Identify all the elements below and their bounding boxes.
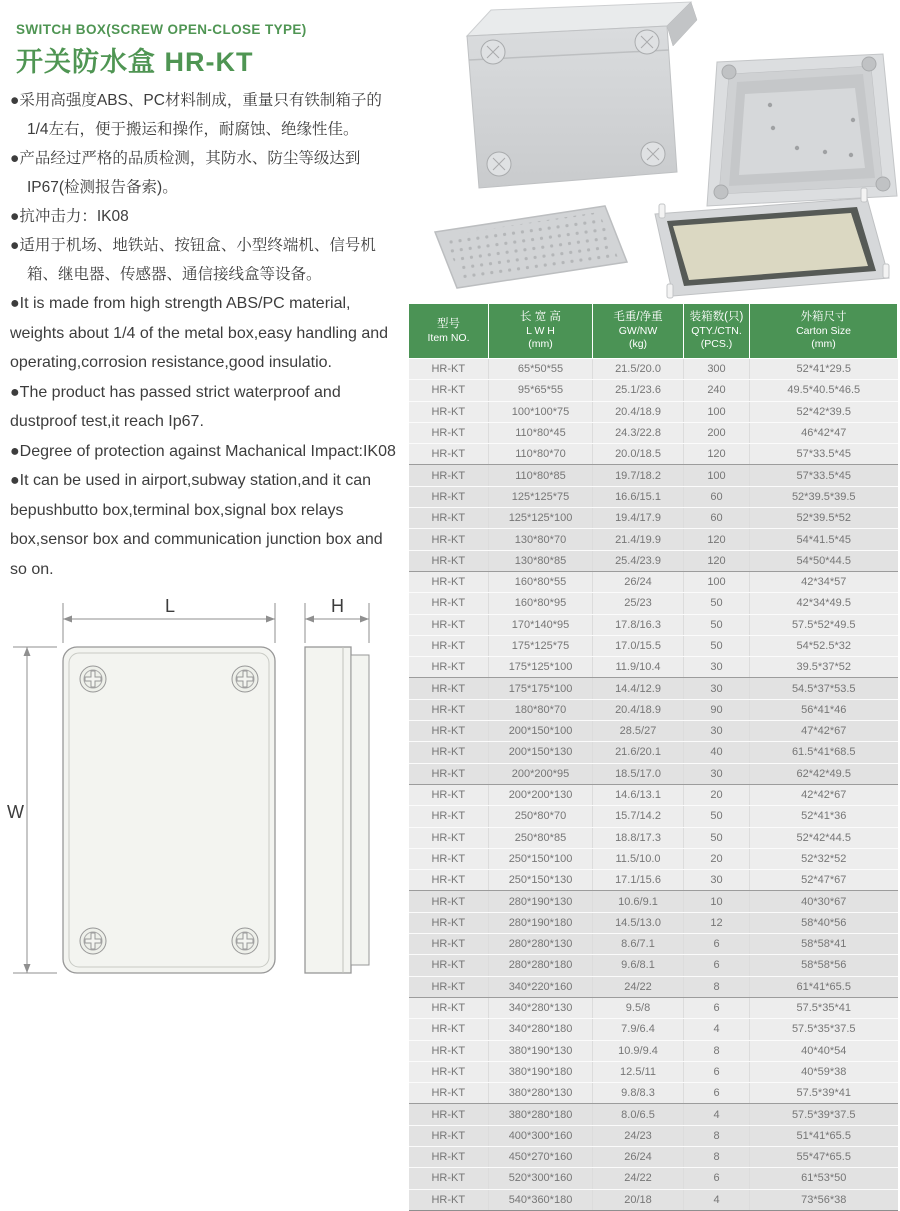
table-row <box>409 359 898 380</box>
table-cell: 60 <box>684 486 750 507</box>
table-cell: 42*42*67 <box>750 784 898 805</box>
table-cell: 25/23 <box>593 593 684 614</box>
table-cell: 19.4/17.9 <box>593 508 684 529</box>
table-cell: 450*270*160 <box>489 1146 593 1167</box>
table-cell: HR-KT <box>409 571 489 592</box>
table-row <box>409 806 898 827</box>
table-cell: 12.5/11 <box>593 1061 684 1082</box>
col-header-zh: 外箱尺寸 <box>800 310 847 323</box>
table-cell: 95*65*55 <box>489 380 593 401</box>
table-cell: 24/22 <box>593 976 684 997</box>
table-cell: HR-KT <box>409 806 489 827</box>
table-cell: HR-KT <box>409 1019 489 1040</box>
table-cell: 100 <box>684 401 750 422</box>
feature-item: ●产品经过严格的品质检测，其防水、防尘等级达到IP67(检测报告备索)。 <box>10 150 361 196</box>
table-cell: 52*41*29.5 <box>750 359 898 380</box>
table-cell: 4 <box>684 1019 750 1040</box>
table-cell: 17.0/15.5 <box>593 635 684 656</box>
feature-item: ●采用高强度ABS、PC材料制成，重量只有铁制箱子的1/4左右，便于搬运和操作，耐腐蚀、绝缘性佳。 <box>10 92 382 138</box>
table-cell: HR-KT <box>409 870 489 891</box>
table-cell: 100*100*75 <box>489 401 593 422</box>
col-header-zh: 装箱数(只) <box>689 310 744 323</box>
table-cell: 250*80*85 <box>489 827 593 848</box>
table-cell: 160*80*95 <box>489 593 593 614</box>
dimension-label-height: H <box>331 596 344 616</box>
table-cell: 280*190*180 <box>489 912 593 933</box>
table-cell: HR-KT <box>409 1104 489 1125</box>
feature-item: ●It can be used in airport,subway station,and it can bepushbutto box,terminal box,signal box relays box,sensor box and communication junction box and so on. <box>10 472 383 578</box>
table-row <box>409 976 898 997</box>
table-cell: 42*34*49.5 <box>750 593 898 614</box>
col-header-en: QTY./CTN. <box>691 324 742 337</box>
table-cell: 200*150*130 <box>489 742 593 763</box>
table-cell: 14.4/12.9 <box>593 678 684 699</box>
table-cell: 17.1/15.6 <box>593 870 684 891</box>
feature-item: ●适用于机场、地铁站、按钮盒、小型终端机、信号机箱、继电器、传感器、通信接线盒等设备。 <box>10 237 376 283</box>
table-cell: 50 <box>684 614 750 635</box>
col-header-zh: 长 宽 高 <box>520 310 561 323</box>
table-cell: 14.5/13.0 <box>593 912 684 933</box>
table-cell: 16.6/15.1 <box>593 486 684 507</box>
closed-box <box>467 2 697 188</box>
table-cell: 125*125*75 <box>489 486 593 507</box>
table-cell: 28.5/27 <box>593 721 684 742</box>
table-cell: 20.4/18.9 <box>593 699 684 720</box>
table-cell: 20 <box>684 848 750 869</box>
table-cell: 520*300*160 <box>489 1168 593 1189</box>
table-row <box>409 827 898 848</box>
table-row <box>409 891 898 912</box>
table-cell: 300 <box>684 359 750 380</box>
table-cell: 61.5*41*68.5 <box>750 742 898 763</box>
table-cell: HR-KT <box>409 657 489 678</box>
table-cell: HR-KT <box>409 763 489 784</box>
table-cell: 49.5*40.5*46.5 <box>750 380 898 401</box>
table-cell: 4 <box>684 1189 750 1210</box>
table-cell: HR-KT <box>409 848 489 869</box>
table-cell: 400*300*160 <box>489 1125 593 1146</box>
dimension-drawing <box>5 595 380 1020</box>
side-view <box>305 647 369 973</box>
feature-item: ●It is made from high strength ABS/PC material, weights about 1/4 of the metal box,easy handling and operating,corrosion resistance,good insulatio. <box>10 295 389 371</box>
table-row <box>409 380 898 401</box>
table-cell: 61*41*65.5 <box>750 976 898 997</box>
table-cell: HR-KT <box>409 422 489 443</box>
table-cell: 52*41*36 <box>750 806 898 827</box>
table-cell: 55*47*65.5 <box>750 1146 898 1167</box>
feature-item: ●抗冲击力：IK08 <box>10 208 129 225</box>
table-cell: 250*150*100 <box>489 848 593 869</box>
table-cell: 340*220*160 <box>489 976 593 997</box>
table-cell: 200*150*100 <box>489 721 593 742</box>
table-cell: HR-KT <box>409 934 489 955</box>
table-cell: 250*80*70 <box>489 806 593 827</box>
col-header-en: GW/NW <box>618 324 658 337</box>
table-cell: 24/23 <box>593 1125 684 1146</box>
table-cell: 8 <box>684 1125 750 1146</box>
table-cell: 25.1/23.6 <box>593 380 684 401</box>
table-row <box>409 401 898 422</box>
table-cell: 10.6/9.1 <box>593 891 684 912</box>
features-zh-list <box>10 86 400 289</box>
table-cell: 9.5/8 <box>593 997 684 1018</box>
table-cell: HR-KT <box>409 550 489 571</box>
table-cell: HR-KT <box>409 593 489 614</box>
table-cell: 18.5/17.0 <box>593 763 684 784</box>
table-cell: HR-KT <box>409 465 489 486</box>
table-cell: 57.5*35*41 <box>750 997 898 1018</box>
table-cell: 57*33.5*45 <box>750 444 898 465</box>
table-row <box>409 444 898 465</box>
col-header-gw-nw <box>593 304 684 359</box>
table-cell: 380*190*180 <box>489 1061 593 1082</box>
table-cell: 175*125*75 <box>489 635 593 656</box>
table-cell: 10.9/9.4 <box>593 1040 684 1061</box>
front-view <box>63 647 275 973</box>
product-photo <box>405 0 900 305</box>
table-cell: 26/24 <box>593 571 684 592</box>
table-row <box>409 1040 898 1061</box>
table-cell: 19.7/18.2 <box>593 465 684 486</box>
table-row <box>409 721 898 742</box>
col-header-zh: 毛重/净重 <box>613 310 663 323</box>
table-cell: 50 <box>684 806 750 827</box>
col-header-unit: (mm) <box>528 338 553 351</box>
table-cell: 51*41*65.5 <box>750 1125 898 1146</box>
col-header-zh: 型号 <box>437 317 460 330</box>
table-cell: 280*280*130 <box>489 934 593 955</box>
table-cell: 100 <box>684 571 750 592</box>
table-row <box>409 529 898 550</box>
table-cell: 62*42*49.5 <box>750 763 898 784</box>
table-cell: 40*40*54 <box>750 1040 898 1061</box>
table-cell: 17.8/16.3 <box>593 614 684 635</box>
table-cell: HR-KT <box>409 721 489 742</box>
table-cell: HR-KT <box>409 635 489 656</box>
dimension-drawing-svg <box>5 595 380 1015</box>
table-cell: 54.5*37*53.5 <box>750 678 898 699</box>
table-cell: HR-KT <box>409 827 489 848</box>
table-cell: HR-KT <box>409 1125 489 1146</box>
table-cell: 120 <box>684 444 750 465</box>
page-title-en: SWITCH BOX(SCREW OPEN-CLOSE TYPE) <box>16 22 307 37</box>
table-cell: 56*41*46 <box>750 699 898 720</box>
table-cell: 540*360*180 <box>489 1189 593 1210</box>
table-cell: HR-KT <box>409 1168 489 1189</box>
product-photo-svg <box>405 0 900 300</box>
table-cell: HR-KT <box>409 912 489 933</box>
table-cell: 40*59*38 <box>750 1061 898 1082</box>
table-cell: HR-KT <box>409 508 489 529</box>
table-cell: 240 <box>684 380 750 401</box>
table-row <box>409 934 898 955</box>
table-cell: HR-KT <box>409 1083 489 1104</box>
features-en-list <box>10 289 400 584</box>
table-cell: 380*280*130 <box>489 1083 593 1104</box>
table-cell: HR-KT <box>409 784 489 805</box>
table-cell: 58*58*41 <box>750 934 898 955</box>
table-cell: 130*80*85 <box>489 550 593 571</box>
table-cell: 42*34*57 <box>750 571 898 592</box>
col-header-unit: (kg) <box>628 338 648 351</box>
table-cell: 54*52.5*32 <box>750 635 898 656</box>
table-cell: 6 <box>684 1168 750 1189</box>
table-cell: 20.0/18.5 <box>593 444 684 465</box>
table-cell: 110*80*45 <box>489 422 593 443</box>
table-row <box>409 763 898 784</box>
table-cell: 11.5/10.0 <box>593 848 684 869</box>
table-cell: 9.6/8.1 <box>593 955 684 976</box>
table-row <box>409 465 898 486</box>
table-cell: HR-KT <box>409 1189 489 1210</box>
table-cell: 20/18 <box>593 1189 684 1210</box>
table-cell: HR-KT <box>409 699 489 720</box>
table-cell: 120 <box>684 550 750 571</box>
table-cell: 57.5*35*37.5 <box>750 1019 898 1040</box>
table-row <box>409 657 898 678</box>
table-row <box>409 997 898 1018</box>
table-cell: 21.5/20.0 <box>593 359 684 380</box>
col-header-qty <box>684 304 750 359</box>
col-header-lwh <box>489 304 593 359</box>
table-cell: 73*56*38 <box>750 1189 898 1210</box>
table-cell: 180*80*70 <box>489 699 593 720</box>
table-cell: 52*42*44.5 <box>750 827 898 848</box>
table-cell: 12 <box>684 912 750 933</box>
page-header <box>16 22 416 79</box>
table-cell: 54*41.5*45 <box>750 529 898 550</box>
table-cell: HR-KT <box>409 976 489 997</box>
table-cell: 340*280*180 <box>489 1019 593 1040</box>
table-cell: HR-KT <box>409 614 489 635</box>
table-cell: 52*39.5*52 <box>750 508 898 529</box>
table-cell: 8 <box>684 1146 750 1167</box>
dimension-label-width: W <box>7 802 24 822</box>
table-cell: HR-KT <box>409 997 489 1018</box>
table-cell: 40*30*67 <box>750 891 898 912</box>
table-cell: 26/24 <box>593 1146 684 1167</box>
table-cell: 8 <box>684 976 750 997</box>
table-cell: 130*80*70 <box>489 529 593 550</box>
table-cell: 47*42*67 <box>750 721 898 742</box>
table-cell: 30 <box>684 657 750 678</box>
table-cell: 57.5*39*37.5 <box>750 1104 898 1125</box>
table-cell: 125*125*100 <box>489 508 593 529</box>
table-cell: 250*150*130 <box>489 870 593 891</box>
table-cell: 21.6/20.1 <box>593 742 684 763</box>
table-cell: 175*125*100 <box>489 657 593 678</box>
table-cell: 50 <box>684 593 750 614</box>
table-cell: 30 <box>684 870 750 891</box>
table-cell: 15.7/14.2 <box>593 806 684 827</box>
table-cell: HR-KT <box>409 380 489 401</box>
table-cell: 30 <box>684 678 750 699</box>
table-cell: 110*80*85 <box>489 465 593 486</box>
table-cell: 280*190*130 <box>489 891 593 912</box>
col-header-unit: (PCS.) <box>700 338 733 351</box>
table-row <box>409 508 898 529</box>
table-cell: 8 <box>684 1040 750 1061</box>
table-row <box>409 1104 898 1125</box>
table-cell: HR-KT <box>409 359 489 380</box>
table-cell: 6 <box>684 934 750 955</box>
table-cell: 8.6/7.1 <box>593 934 684 955</box>
table-row <box>409 1061 898 1082</box>
table-cell: 60 <box>684 508 750 529</box>
table-cell: 20 <box>684 784 750 805</box>
table-cell: 6 <box>684 1061 750 1082</box>
table-row <box>409 593 898 614</box>
table-cell: HR-KT <box>409 742 489 763</box>
table-row <box>409 912 898 933</box>
table-cell: 52*39.5*39.5 <box>750 486 898 507</box>
table-row <box>409 678 898 699</box>
table-cell: 52*32*52 <box>750 848 898 869</box>
table-row <box>409 422 898 443</box>
table-cell: 11.9/10.4 <box>593 657 684 678</box>
table-cell: 20.4/18.9 <box>593 401 684 422</box>
table-cell: 58*40*56 <box>750 912 898 933</box>
col-header-en: Carton Size <box>796 324 851 337</box>
table-cell: 7.9/6.4 <box>593 1019 684 1040</box>
table-cell: 24/22 <box>593 1168 684 1189</box>
table-cell: 8.0/6.5 <box>593 1104 684 1125</box>
table-cell: 65*50*55 <box>489 359 593 380</box>
feature-item: ●Degree of protection against Machanical Impact:IK08 <box>10 442 396 460</box>
table-cell: 120 <box>684 529 750 550</box>
table-row <box>409 955 898 976</box>
page-title-zh: 开关防水盒 HR-KT <box>16 47 254 77</box>
table-cell: HR-KT <box>409 486 489 507</box>
table-cell: 58*58*56 <box>750 955 898 976</box>
table-row <box>409 614 898 635</box>
col-header-unit: (mm) <box>811 338 836 351</box>
table-cell: 54*50*44.5 <box>750 550 898 571</box>
spec-table-header <box>409 304 898 359</box>
table-cell: 18.8/17.3 <box>593 827 684 848</box>
table-cell: 160*80*55 <box>489 571 593 592</box>
table-row <box>409 848 898 869</box>
table-cell: 50 <box>684 827 750 848</box>
table-cell: 52*42*39.5 <box>750 401 898 422</box>
table-row <box>409 742 898 763</box>
mounting-plate <box>435 206 627 288</box>
table-row <box>409 635 898 656</box>
open-box <box>707 54 897 206</box>
table-cell: 52*47*67 <box>750 870 898 891</box>
table-cell: 25.4/23.9 <box>593 550 684 571</box>
table-cell: 200*200*130 <box>489 784 593 805</box>
table-row <box>409 1146 898 1167</box>
box-lid <box>655 188 889 298</box>
feature-section <box>10 86 400 584</box>
table-row <box>409 486 898 507</box>
col-header-en: Item NO. <box>427 331 470 344</box>
table-row <box>409 870 898 891</box>
table-cell: 90 <box>684 699 750 720</box>
table-cell: 50 <box>684 635 750 656</box>
table-cell: HR-KT <box>409 444 489 465</box>
table-cell: 14.6/13.1 <box>593 784 684 805</box>
table-cell: 21.4/19.9 <box>593 529 684 550</box>
table-cell: 100 <box>684 465 750 486</box>
spec-table <box>408 303 898 1211</box>
table-cell: HR-KT <box>409 529 489 550</box>
table-cell: 10 <box>684 891 750 912</box>
table-cell: 57*33.5*45 <box>750 465 898 486</box>
table-cell: 170*140*95 <box>489 614 593 635</box>
table-cell: 30 <box>684 763 750 784</box>
table-cell: HR-KT <box>409 401 489 422</box>
table-cell: HR-KT <box>409 891 489 912</box>
table-cell: 200 <box>684 422 750 443</box>
table-row <box>409 1125 898 1146</box>
col-header-item-no <box>409 304 489 359</box>
table-cell: 6 <box>684 955 750 976</box>
table-cell: 6 <box>684 997 750 1018</box>
table-cell: 57.5*39*41 <box>750 1083 898 1104</box>
table-cell: 24.3/22.8 <box>593 422 684 443</box>
col-header-carton-size <box>750 304 898 359</box>
table-cell: HR-KT <box>409 1061 489 1082</box>
spec-table-body <box>409 359 898 1211</box>
table-row <box>409 1019 898 1040</box>
table-cell: 40 <box>684 742 750 763</box>
table-cell: 200*200*95 <box>489 763 593 784</box>
table-cell: HR-KT <box>409 1040 489 1061</box>
table-cell: HR-KT <box>409 955 489 976</box>
table-cell: 280*280*180 <box>489 955 593 976</box>
table-cell: 380*280*180 <box>489 1104 593 1125</box>
table-row <box>409 699 898 720</box>
table-cell: 6 <box>684 1083 750 1104</box>
table-row <box>409 784 898 805</box>
table-cell: 30 <box>684 721 750 742</box>
table-cell: 46*42*47 <box>750 422 898 443</box>
table-cell: 9.8/8.3 <box>593 1083 684 1104</box>
table-row <box>409 1168 898 1189</box>
table-row <box>409 571 898 592</box>
table-cell: 340*280*130 <box>489 997 593 1018</box>
table-cell: 380*190*130 <box>489 1040 593 1061</box>
table-row <box>409 550 898 571</box>
table-cell: HR-KT <box>409 1146 489 1167</box>
table-cell: 61*53*50 <box>750 1168 898 1189</box>
table-row <box>409 1189 898 1210</box>
dimension-label-length: L <box>165 596 176 616</box>
table-cell: 175*175*100 <box>489 678 593 699</box>
col-header-en: L W H <box>526 324 555 337</box>
table-cell: 57.5*52*49.5 <box>750 614 898 635</box>
table-cell: 39.5*37*52 <box>750 657 898 678</box>
table-cell: HR-KT <box>409 678 489 699</box>
table-cell: 110*80*70 <box>489 444 593 465</box>
table-cell: 4 <box>684 1104 750 1125</box>
feature-item: ●The product has passed strict waterproof and dustproof test,it reach Ip67. <box>10 383 341 430</box>
table-row <box>409 1083 898 1104</box>
